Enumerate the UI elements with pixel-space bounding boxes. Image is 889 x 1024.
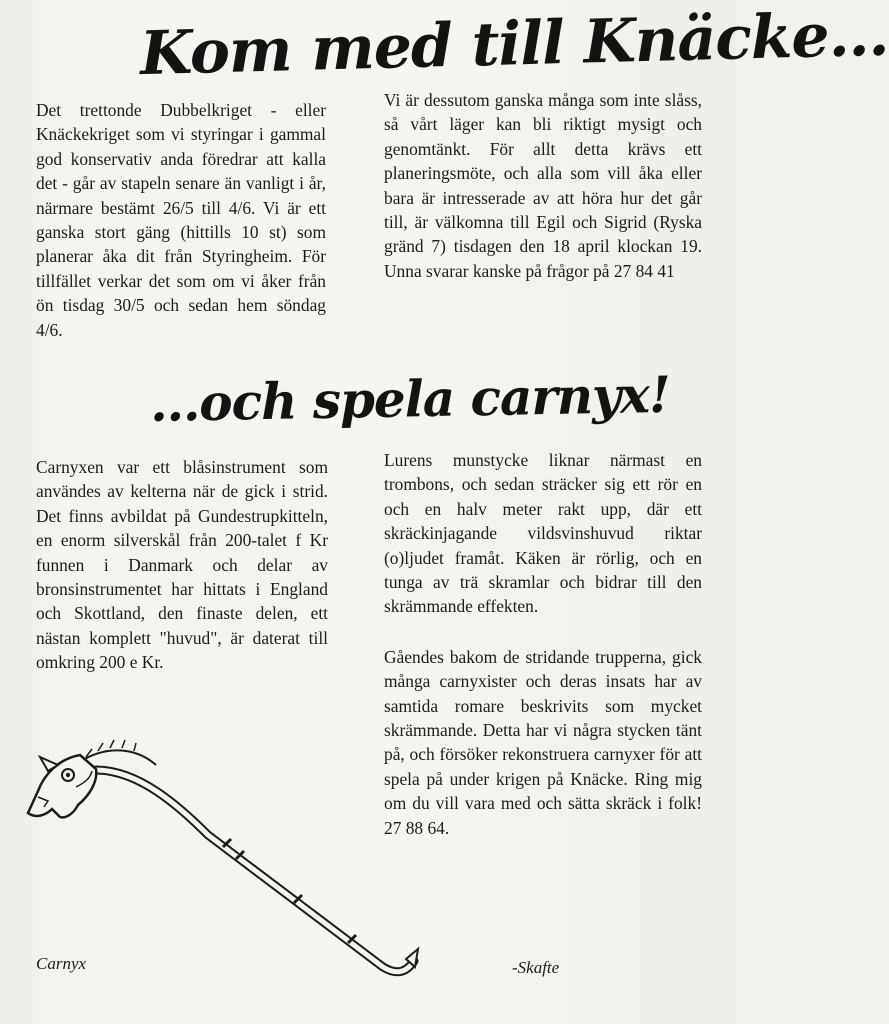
article-bottom-right-paragraph-2: Gåendes bakom de stridande trupperna, gick många carnyxister och deras insats har av samtida romare beskrivits som mycket skrämmande. Detta har vi några stycken tänt på, och försöker rekonstruera carnyxer för att spela på under krigen på Knäcke. Ring mig om du vill vara med och sätta skräck i folk! 27 88 64. <box>384 646 702 838</box>
article-top-left-column <box>36 98 326 342</box>
article-top-right-paragraph: Vi är dessutom ganska många som inte slåss, så vårt läger kan bli riktigt mysigt och genomtänkt. För allt detta krävs ett planeringsmöte, och alla som vill åka eller bara är intresserade av att höra hur det går till, är välkomna till Egil och Sigrid (Ryska gränd 7) tisdagen den 18 april klockan 19. Unna svarar kanske på frågor på 27 84 41 <box>384 90 702 281</box>
article-top-left-paragraph: Det trettonde Dubbelkriget - eller Knäckekriget som vi styringar i gammal god konservativ anda föredrar att kalla det - går av stapeln senare än vanligt i år, närmare bestämt 26/5 till 4/6. Vi är ett ganska stort gäng (hittills 10 st) som planerar åka dit från Styringheim. För tillfället verkar det som om vi åker från ön tisdag 30/5 och sedan hem söndag 4/6. <box>36 100 326 340</box>
illustration-caption: Carnyx <box>36 954 87 973</box>
article-bottom-right-column <box>384 448 702 840</box>
article-bottom-left-paragraph: Carnyxen var ett blåsinstrument som användes av kelterna när de gick i strid. Det finns avbildat på Gundestrupkitteln, en enorm silverskål från 200-talet f Kr funnen i Danmark och delar av bronsinstrumentet har hittats i England och Skottland, den finaste delen, ett nästan komplett "huvud", är daterat till omkring 200 e Kr. <box>36 457 328 673</box>
headline-kom-med-till-knacke: Kom med till Knäcke... <box>139 0 889 90</box>
article-top-right-column <box>384 88 702 283</box>
author-signature: -Skafte <box>512 958 560 977</box>
article-bottom-right-paragraph-1: Lurens munstycke liknar närmast en trombons, och sedan sträcker sig ett rör en och en halv meter rakt upp, där ett skräckinjagande vildsvinshuvud riktar (o)ljudet framåt. Käken är rörlig, och en tunga av trä skramlar och bidrar till den skrämmande effekten. <box>384 450 702 617</box>
headline-och-spela-carnyx: ...och spela carnyx! <box>149 364 671 433</box>
article-bottom-left-column <box>36 455 328 675</box>
